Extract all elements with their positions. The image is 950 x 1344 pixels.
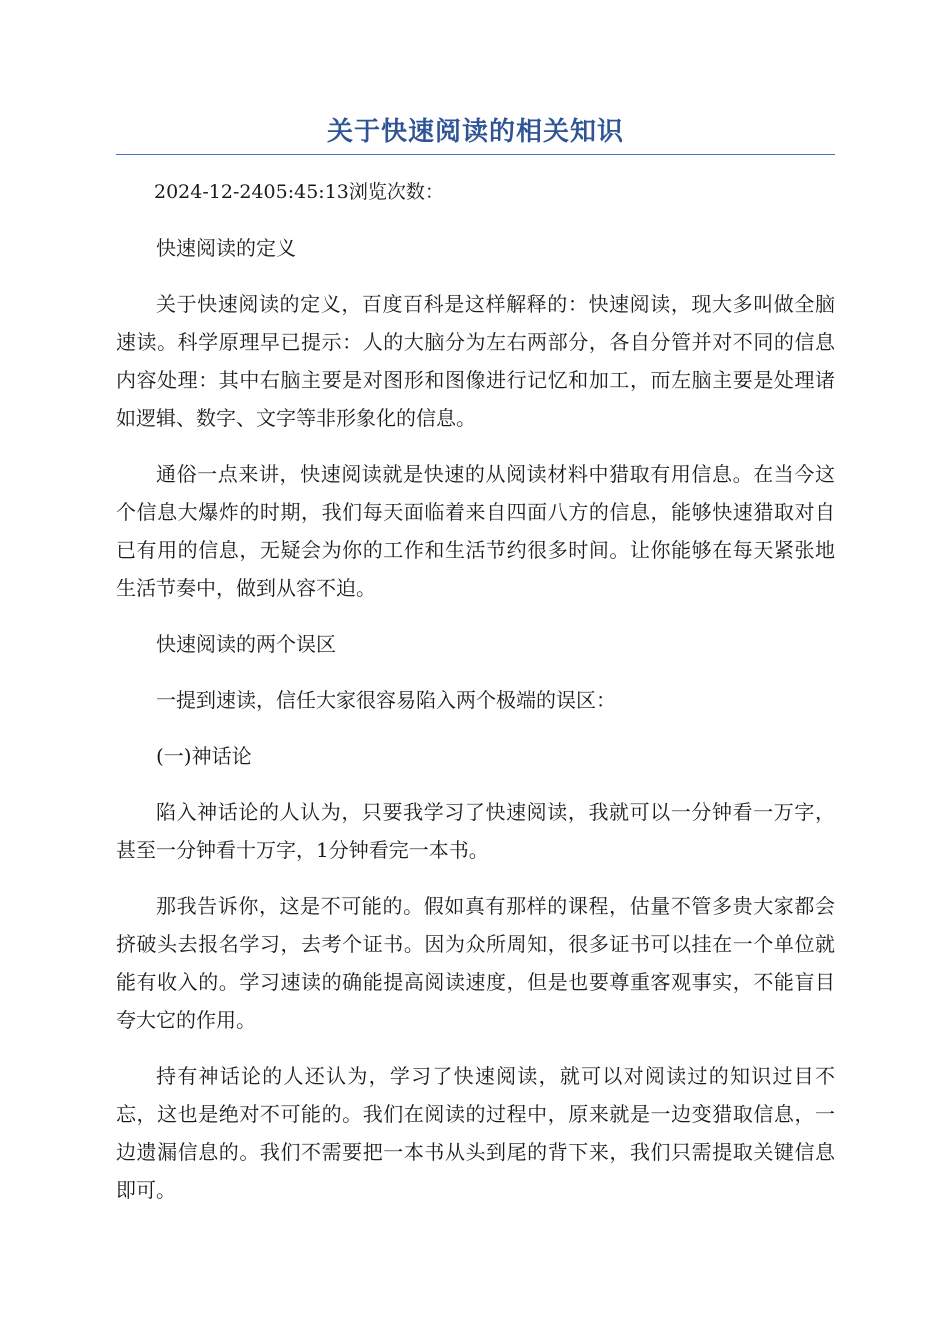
paragraph: 通俗一点来讲，快速阅读就是快速的从阅读材料中猎取有用信息。在当今这个信息大爆炸的时期，我们每天面临着来自四面八方的信息，能够快速猎取对自已有用的信息，无疑会为你的工作和生活节约很多时间。让你能够在每天紧张地生活节奏中，做到从容不迫。 xyxy=(116,462,835,600)
meta-line: 2024-12-2405:45:13浏览次数： xyxy=(154,181,444,203)
document-title: 关于快速阅读的相关知识 xyxy=(116,112,835,155)
paragraph: 一提到速读，信任大家很容易陷入两个极端的误区： xyxy=(156,688,616,712)
paragraph: 陷入神话论的人认为，只要我学习了快速阅读，我就可以一分钟看一万字，甚至一分钟看十万字，1分钟看完一本书。 xyxy=(116,800,835,862)
document-page xyxy=(116,112,835,1227)
paragraph: 持有神话论的人还认为，学习了快速阅读，就可以对阅读过的知识过目不忘，这也是绝对不可能的。我们在阅读的过程中，原来就是一边变猎取信息，一边遗漏信息的。我们不需要把一本书从头到尾的背下来，我们只需提取关键信息即可。 xyxy=(116,1064,835,1202)
document-body xyxy=(116,173,835,1209)
paragraph: 那我告诉你，这是不可能的。假如真有那样的课程，估量不管多贵大家都会挤破头去报名学习，去考个证书。因为众所周知，很多证书可以挂在一个单位就能有收入的。学习速读的确能提高阅读速度，但是也要尊重客观事实，不能盲目夸大它的作用。 xyxy=(116,894,835,1032)
paragraph: 关于快速阅读的定义，百度百科是这样解释的：快速阅读，现大多叫做全脑速读。科学原理早已提示：人的大脑分为左右两部分，各自分管并对不同的信息内容处理：其中右脑主要是对图形和图像进行记忆和加工，而左脑主要是处理诸如逻辑、数字、文字等非形象化的信息。 xyxy=(116,292,835,430)
subsection-heading-myth: (一)神话论 xyxy=(156,744,252,768)
section-heading-misconceptions: 快速阅读的两个误区 xyxy=(156,632,336,656)
section-heading-definition: 快速阅读的定义 xyxy=(156,236,296,260)
